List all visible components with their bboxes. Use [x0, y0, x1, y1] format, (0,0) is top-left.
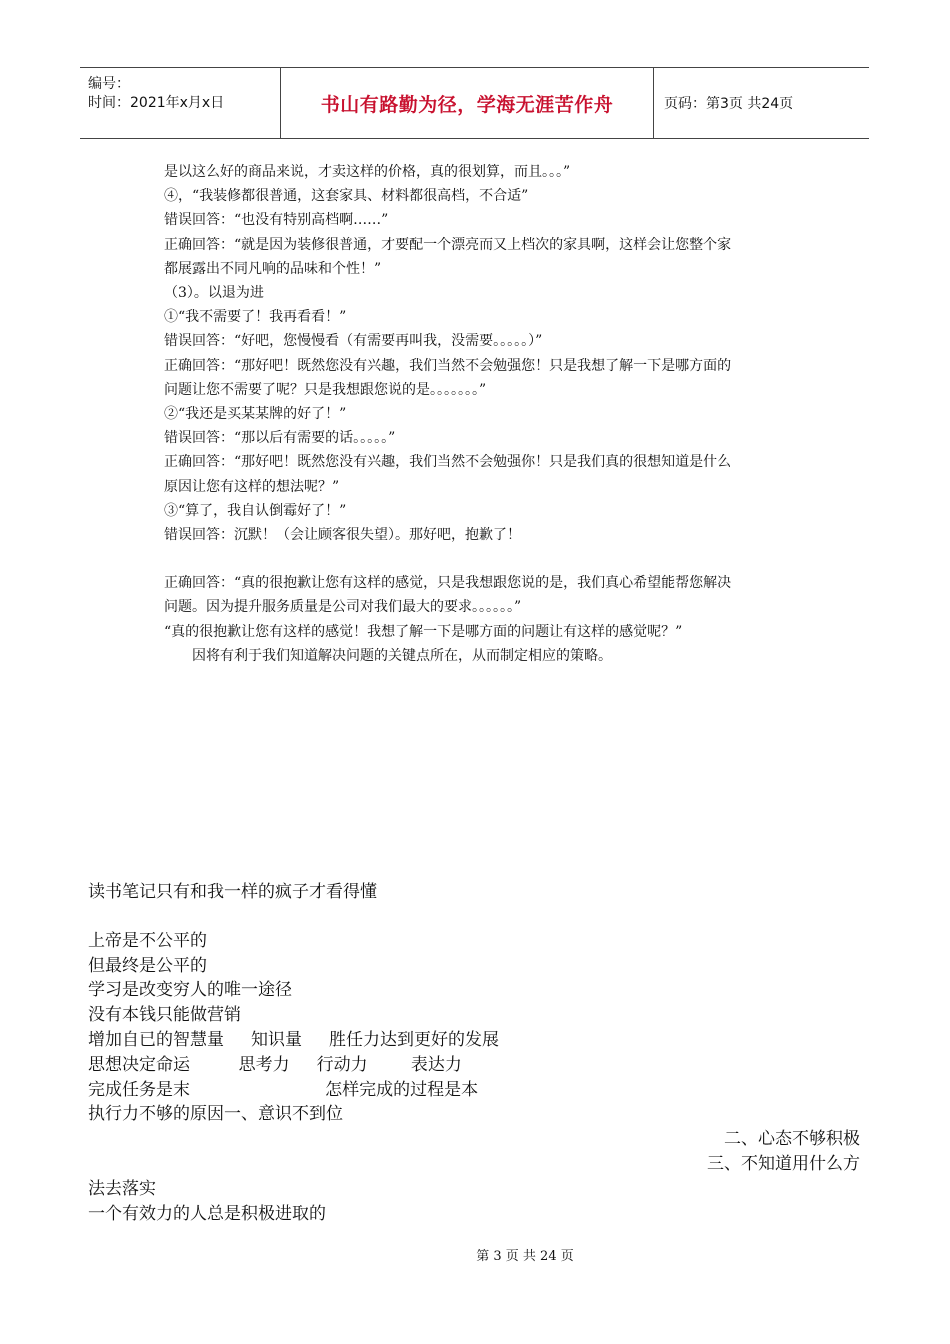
paragraph-line: 问题。因为提升服务质量是公司对我们最大的要求。。。。。。”: [164, 599, 522, 616]
motto-text: 书山有路勤为径，学海无涯苦作舟: [320, 93, 614, 116]
notes-line: 三、不知道用什么方: [707, 1153, 860, 1174]
blank-line: [164, 547, 864, 571]
notes-line: 思想决定命运 思考力 行动力 表达力: [88, 1054, 462, 1075]
paragraph-line: ④，“我装修都很普通，这套家具、材料都很高档，不合适”: [164, 188, 529, 205]
paragraph-line: 错误回答：沉默！（会让顾客很失望）。那好吧，抱歉了！: [164, 527, 521, 544]
paragraph-line: 问题让您不需要了呢？只是我想跟您说的是。。。。。。。”: [164, 381, 487, 398]
paragraph-line: ②“我还是买某某牌的好了！”: [164, 406, 347, 423]
notes-line: 增加自已的智慧量 知识量 胜任力达到更好的发展: [88, 1029, 500, 1050]
paragraph-line: 正确回答：“那好吧！既然您没有兴趣，我们当然不会勉强您！只是我想了解一下是哪方面的: [164, 357, 732, 374]
notes-line: 但最终是公平的: [88, 955, 207, 976]
header-page-cell: [654, 68, 869, 138]
paragraph-line: 错误回答：“好吧，您慢慢看（有需要再叫我，没需要。。。。。）”: [164, 333, 543, 350]
paragraph-line: 原因让您有这样的想法呢？”: [164, 478, 340, 495]
header-motto-cell: [281, 68, 654, 138]
date-label: 时间：2021年x月x日: [88, 95, 225, 111]
notes-line: 法去落实: [88, 1178, 156, 1199]
notes-line: 一个有效力的人总是积极进取的: [88, 1203, 326, 1224]
footer-page-number: 第 3 页 共 24 页: [476, 1249, 574, 1264]
header-left-cell: [80, 68, 281, 138]
paragraph-line: ①“我不需要了！我再看看！”: [164, 309, 347, 326]
paragraph-line: “真的很抱歉让您有这样的感觉！我想了解一下是哪方面的问题让有这样的感觉呢？”: [164, 623, 683, 640]
paragraph-line: 都展露出不同凡响的品味和个性！”: [164, 260, 382, 277]
paragraph-line: 正确回答：“就是因为装修很普通，才要配一个漂亮而又上档次的家具啊，这样会让您整个家: [164, 236, 732, 253]
paragraph-line: 正确回答：“那好吧！既然您没有兴趣，我们当然不会勉强你！只是我们真的很想知道是什么: [164, 454, 732, 471]
paragraph-line: 是以这么好的商品来说，才卖这样的价格，真的很划算，而且。。。”: [164, 164, 571, 180]
paragraph-line: 错误回答：“也没有特别高档啊……”: [164, 212, 389, 229]
notes-line: 学习是改变穷人的唯一途径: [88, 980, 292, 1001]
page-header: [80, 67, 869, 139]
reading-notes: [88, 880, 868, 1226]
blank-line: [88, 905, 868, 929]
paragraph-line: ③“算了，我自认倒霉好了！”: [164, 502, 347, 519]
page-footer: [0, 1245, 950, 1264]
paragraph-line: 错误回答：“那以后有需要的话。。。。。”: [164, 430, 396, 447]
notes-line: 没有本钱只能做营销: [88, 1005, 241, 1026]
section-heading: （3）。以退为进: [164, 285, 264, 302]
notes-line: 二、心态不够积极: [724, 1129, 860, 1150]
notes-title: 读书笔记只有和我一样的疯子才看得懂: [88, 882, 377, 902]
notes-line: 完成任务是末 怎样完成的过程是本: [88, 1079, 479, 1100]
notes-line: 上帝是不公平的: [88, 930, 207, 951]
paragraph-line: 因将有利于我们知道解决问题的关键点所在，从而制定相应的策略。: [192, 647, 612, 664]
notes-line: 执行力不够的原因一、意识不到位: [88, 1104, 343, 1125]
page-info: 页码：第3页 共24页: [664, 96, 794, 112]
number-label: 编号：: [88, 76, 130, 92]
paragraph-line: 正确回答：“真的很抱歉让您有这样的感觉，只是我想跟您说的是，我们真心希望能帮您解决: [164, 575, 732, 592]
body-text: [164, 160, 864, 668]
